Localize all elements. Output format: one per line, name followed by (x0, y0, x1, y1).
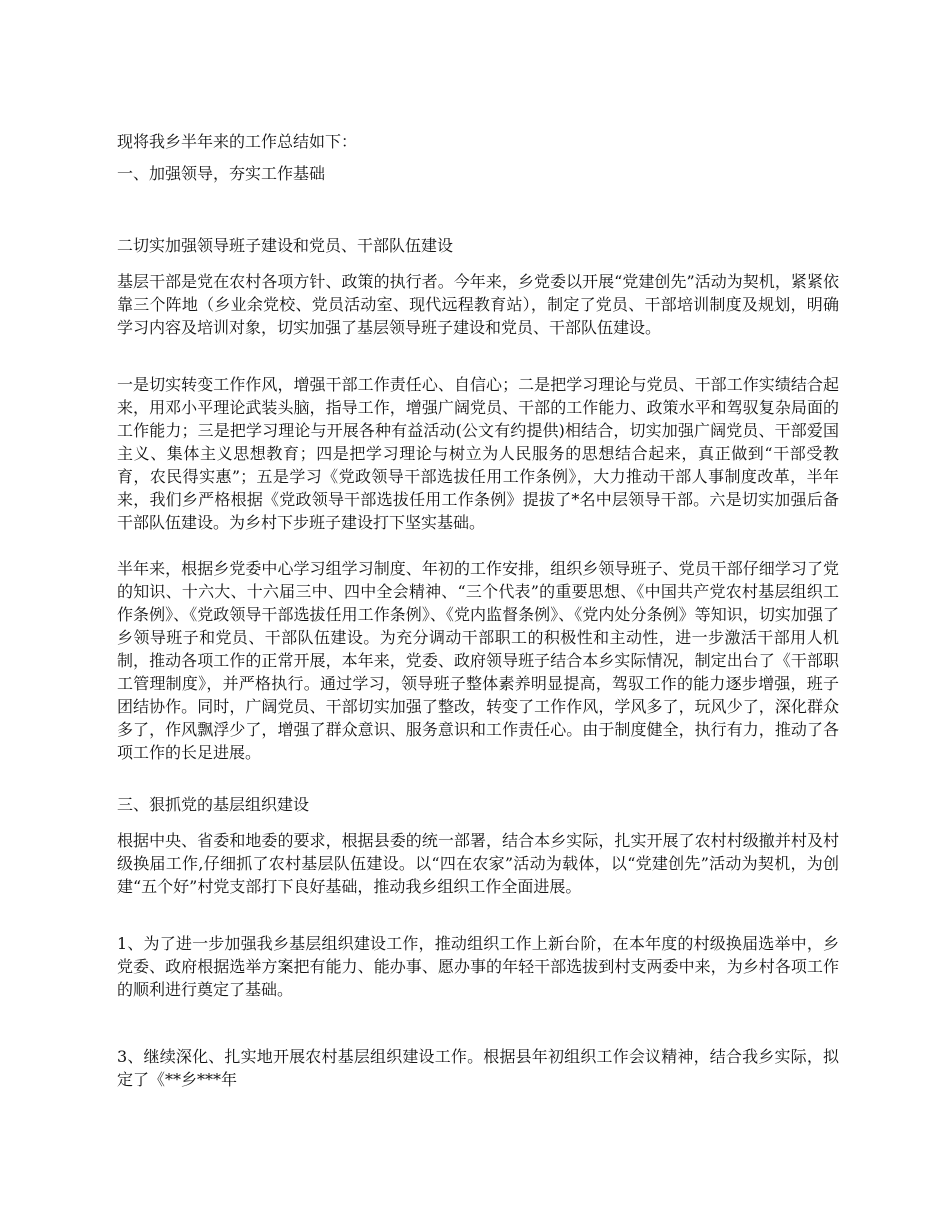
paragraph-1: 基层干部是党在农村各项方针、政策的执行者。今年来，乡党委以开展“党建创先”活动为契机，紧紧依靠三个阵地（乡业余党校、党员活动室、现代远程教育站），制定了党员、干部培训制度及规划，明确学习内容及培训对象，切实加强了基层领导班子建设和党员、干部队伍建设。 (117, 272, 839, 337)
intro-line: 现将我乡半年来的工作总结如下： (117, 132, 358, 151)
paragraph-3: 半年来，根据乡党委中心学习组学习制度、年初的工作安排，组织乡领导班子、党员干部仔细学习了党的知识、十六大、十六届三中、四中全会精神、“三个代表”的重要思想、《中国共产党农村基层组织工作条例》、《党政领导干部选拔任用工作条例》、《党内监督条例》、《党内处分条例》等知识，切实加强了乡领导班子和党员、干部队伍建设。为充分调动干部职工的积极性和主动性，进一步激活干部用人机制，推动各项工作的正常开展，本年来，党委、政府领导班子结合本乡实际情况，制定出台了《干部职工管理制度》，并严格执行。通过学习，领导班子整体素养明显提高，驾驭工作的能力逐步增强，班子团结协作。同时，广阔党员、干部切实加强了整改，转变了工作作风，学风多了，玩风少了，深化群众多了，作风飘浮少了，增强了群众意识、服务意识和工作责任心。由于制度健全，执行有力，推动了各项工作的长足进展。 (117, 559, 839, 762)
section-heading-1: 一、加强领导，夯实工作基础 (117, 164, 326, 183)
list-item-3: 3、继续深化、扎实地开展农村基层组织建设工作。根据县年初组织工作会议精神，结合我乡实际，拟定了《**乡***年 (117, 1047, 839, 1089)
section-heading-3: 三、狠抓党的基层组织建设 (117, 795, 310, 814)
list-item-1: 1、为了进一步加强我乡基层组织建设工作，推动组织工作上新台阶，在本年度的村级换届选举中，乡党委、政府根据选举方案把有能力、能办事、愿办事的年轻干部选拔到村支两委中来，为乡村各项工作的顺利进行奠定了基础。 (117, 934, 839, 999)
paragraph-4: 根据中央、省委和地委的要求，根据县委的统一部署，结合本乡实际，扎实开展了农村村级撤并村及村级换届工作,仔细抓了农村基层队伍建设。以“四在农家”活动为载体，以“党建创先”活动为契机，为创建“五个好”村党支部打下良好基础，推动我乡组织工作全面进展。 (117, 831, 839, 896)
section-heading-2: 二切实加强领导班子建设和党员、干部队伍建设 (117, 236, 454, 255)
paragraph-2: 一是切实转变工作作风，增强干部工作责任心、自信心；二是把学习理论与党员、干部工作实绩结合起来，用邓小平理论武装头脑，指导工作，增强广阔党员、干部的工作能力、政策水平和驾驭复杂局面的工作能力；三是把学习理论与开展各种有益活动(公文有约提供)相结合，切实加强广阔党员、干部爱国主义、集体主义思想教育；四是把学习理论与树立为人民服务的思想结合起来，真正做到“干部受教育，农民得实惠”；五是学习《党政领导干部选拔任用工作条例》，大力推动干部人事制度改革，半年来，我们乡严格根据《党政领导干部选拔任用工作条例》提拔了*名中层领导干部。六是切实加强后备干部队伍建设。为乡村下步班子建设打下坚实基础。 (117, 375, 839, 532)
